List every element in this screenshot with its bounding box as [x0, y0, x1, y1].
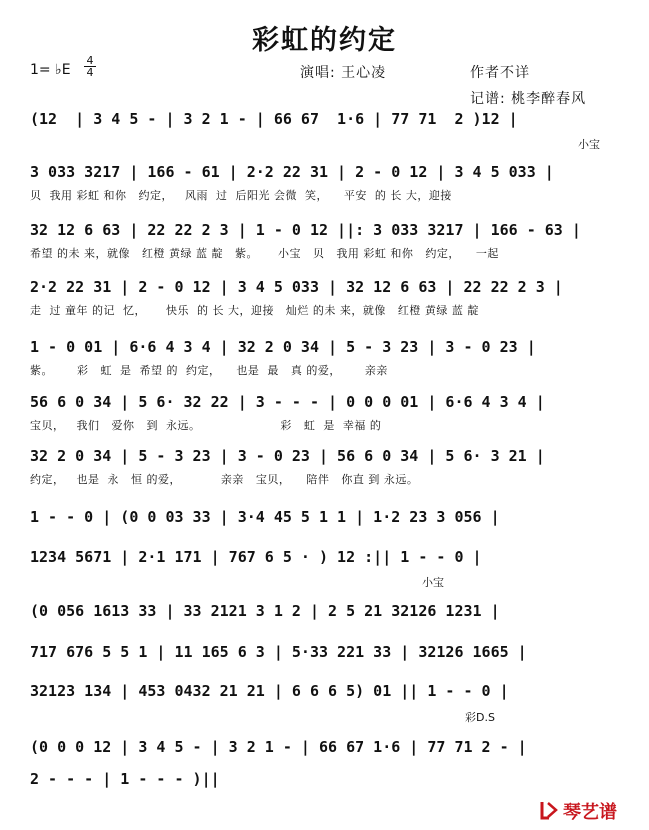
notation-line: 1 - 0 01 | 6·6 4 3 4 | 32 2 0 34 | 5 - 3 23 | 3 - 0 23 | [30, 338, 536, 356]
time-signature [84, 55, 96, 78]
notation-line: (12 | 3 4 5 - | 3 2 1 - | 66 67 1·6 | 77 71 2 )12 | [30, 110, 518, 128]
notation-line: 3 033 3217 | 166 - 61 | 2·2 22 31 | 2 - 0 12 | 3 4 5 033 | [30, 163, 554, 181]
lyrics-line: 宝贝， 我们 爱你 到 永远。 彩 虹 是 幸福 的 [30, 419, 382, 432]
composer-credit: 作者不详 [470, 65, 530, 81]
notation-line: (0 056 1613 33 | 33 2121 3 1 2 | 2 5 21 32126 1231 | [30, 602, 500, 620]
lyrics-line: 希望 的未 来，就像 红橙 黄绿 蓝 靛 紫。 小宝 贝 我用 彩虹 和你 约定， 一起 [30, 247, 499, 260]
site-logo [539, 798, 639, 824]
lyrics-line: 紫。 彩 虹 是 希望 的 约定， 也是 最 真 的爱， 亲亲 [30, 364, 388, 377]
lyrics-line: 约定， 也是 永 恒 的爱， 亲亲 宝贝， 陪伴 你直 到 永远。 [30, 473, 419, 486]
notation-line: 32123 134 | 453 0432 21 21 | 6 6 6 5) 01 || 1 - - 0 | [30, 682, 509, 700]
notation-line: (0 0 0 12 | 3 4 5 - | 3 2 1 - | 66 67 1·6 | 77 71 2 - | [30, 738, 527, 756]
row-annotation: 小宝 [578, 138, 600, 151]
notation-line: 1234 5671 | 2·1 171 | 767 6 5 · ) 12 :|| 1 - - 0 | [30, 548, 482, 566]
lyricist-credit: 记谱: 桃李醉春风 [470, 91, 587, 107]
time-top: 4 [86, 54, 94, 67]
notation-line: 717 676 5 5 1 | 11 165 6 3 | 5·33 221 33 | 32126 1665 | [30, 643, 527, 661]
notation-line: 1 - - 0 | (0 0 03 33 | 3·4 45 5 1 1 | 1·2 23 3 056 | [30, 508, 500, 526]
logo-text: 琴艺谱 [563, 802, 617, 823]
lyrics-line: 贝 我用 彩虹 和你 约定， 风雨 过 后阳光 会微 笑， 平安 的 长 大，迎接 [30, 189, 452, 202]
notation-line: 2 - - - | 1 - - - )|| [30, 770, 220, 788]
singer-credit: 演唱: 王心凌 [300, 65, 387, 81]
notation-line: 56 6 0 34 | 5 6· 32 22 | 3 - - - | 0 0 0 01 | 6·6 4 3 4 | [30, 393, 545, 411]
key-signature: 1= ♭E [30, 62, 71, 78]
notation-line: 32 2 0 34 | 5 - 3 23 | 3 - 0 23 | 56 6 0 34 | 5 6· 3 21 | [30, 447, 545, 465]
lyrics-line: 走 过 童年 的记 忆， 快乐 的 长 大，迎接 灿烂 的未 来，就像 红橙 黄绿 蓝 靛 [30, 304, 479, 317]
row-annotation: 小宝 [422, 576, 444, 589]
notation-line: 2·2 22 31 | 2 - 0 12 | 3 4 5 033 | 32 12 6 63 | 22 22 2 3 | [30, 278, 563, 296]
time-bottom: 4 [86, 66, 94, 79]
song-title: 彩虹的约定 [252, 25, 397, 56]
notation-line: 32 12 6 63 | 22 22 2 3 | 1 - 0 12 ||: 3 033 3217 | 166 - 63 | [30, 221, 581, 239]
row-annotation: 彩D.S [465, 711, 495, 724]
logo-icon [539, 800, 559, 820]
